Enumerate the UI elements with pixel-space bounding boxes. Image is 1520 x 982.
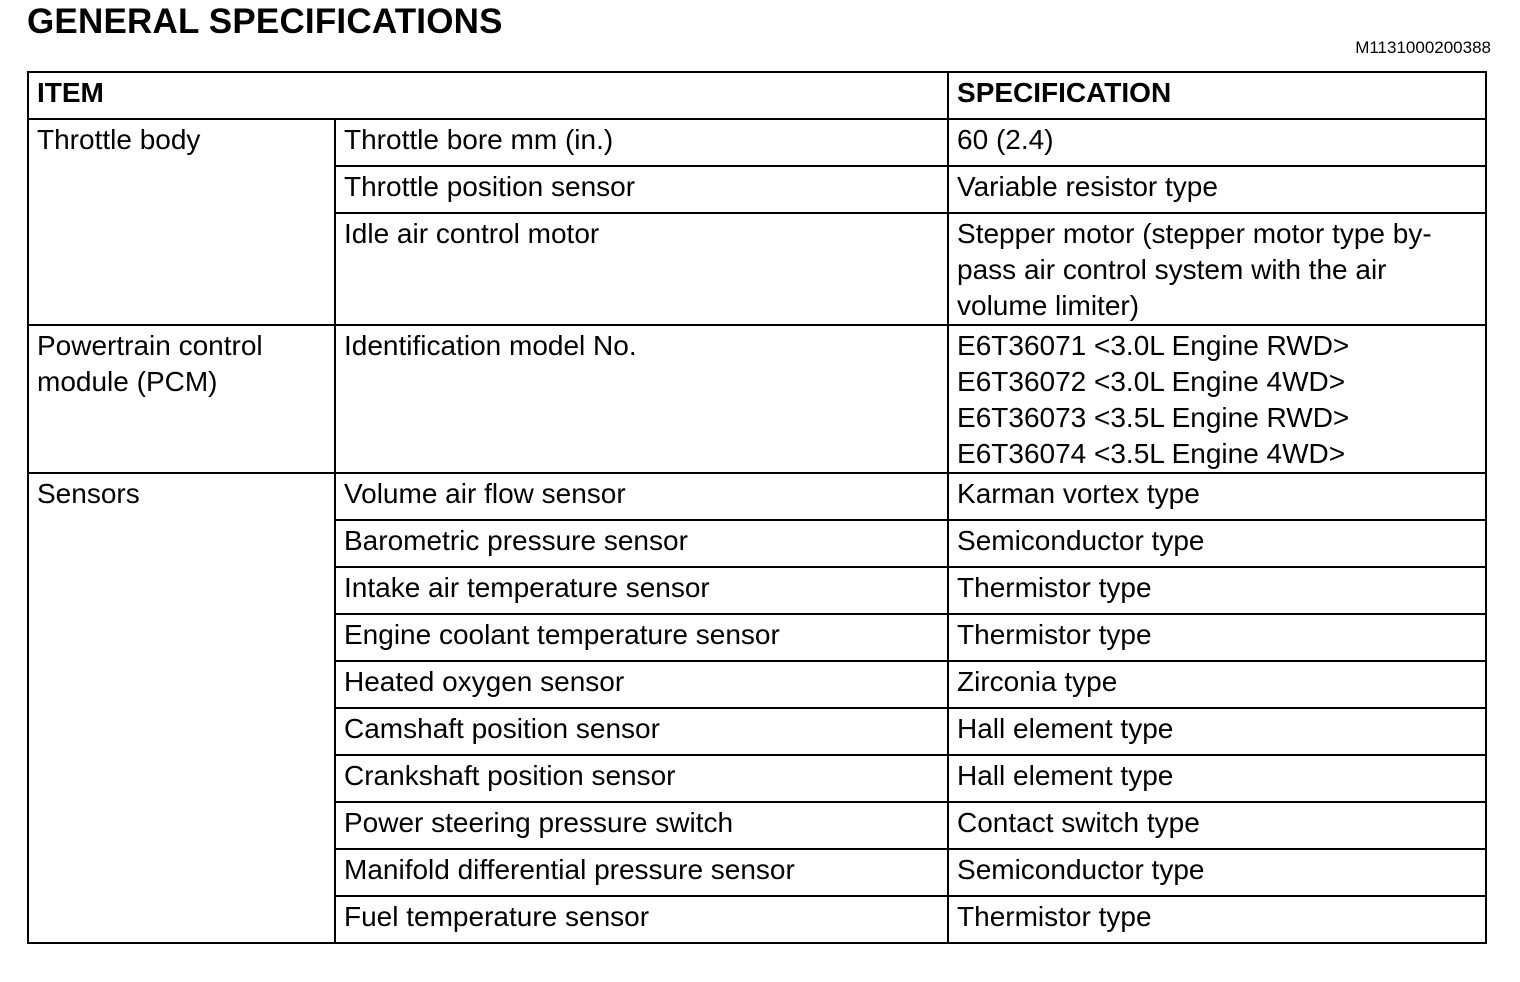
spec-cell — [948, 325, 1486, 473]
spec-line: E6T36073 <3.5L Engine RWD> — [957, 402, 1350, 433]
spec-line: E6T36072 <3.0L Engine 4WD> — [957, 366, 1346, 397]
spec-line: E6T36071 <3.0L Engine RWD> — [957, 330, 1350, 361]
group-item-pcm — [28, 325, 335, 473]
table-row — [28, 325, 1486, 473]
subitem-cell: Power steering pressure switch — [335, 802, 948, 849]
spec-line: volume limiter) — [957, 290, 1140, 321]
item-line: Powertrain control — [37, 330, 263, 361]
subitem-cell: Engine coolant temperature sensor — [335, 614, 948, 661]
spec-cell: Contact switch type — [948, 802, 1486, 849]
group-item-sensors: Sensors — [28, 473, 335, 943]
spec-cell: Semiconductor type — [948, 520, 1486, 567]
spec-cell: 60 (2.4) — [948, 119, 1486, 166]
spec-cell: Variable resistor type — [948, 166, 1486, 213]
spec-cell: Semiconductor type — [948, 849, 1486, 896]
page-title: GENERAL SPECIFICATIONS — [27, 2, 503, 41]
document-code: M1131000200388 — [1355, 38, 1491, 57]
subitem-cell: Intake air temperature sensor — [335, 567, 948, 614]
spec-line: E6T36074 <3.5L Engine 4WD> — [957, 438, 1346, 469]
subitem-cell: Throttle position sensor — [335, 166, 948, 213]
table-row — [28, 119, 1486, 166]
spec-cell: Thermistor type — [948, 896, 1486, 943]
subitem-cell: Camshaft position sensor — [335, 708, 948, 755]
spec-cell: Hall element type — [948, 755, 1486, 802]
subitem-cell: Idle air control motor — [335, 213, 948, 325]
subitem-cell: Volume air flow sensor — [335, 473, 948, 520]
subitem-cell: Manifold differential pressure sensor — [335, 849, 948, 896]
spec-cell: Zirconia type — [948, 661, 1486, 708]
header-row — [28, 72, 1486, 119]
header-item: ITEM — [28, 72, 948, 119]
header-specification: SPECIFICATION — [948, 72, 1486, 119]
subitem-cell: Fuel temperature sensor — [335, 896, 948, 943]
subitem-cell: Heated oxygen sensor — [335, 661, 948, 708]
subitem-cell: Identification model No. — [335, 325, 948, 473]
spec-cell — [948, 213, 1486, 325]
group-item-throttle-body: Throttle body — [28, 119, 335, 325]
spec-cell: Thermistor type — [948, 567, 1486, 614]
spec-cell: Hall element type — [948, 708, 1486, 755]
subitem-cell: Barometric pressure sensor — [335, 520, 948, 567]
item-line: module (PCM) — [37, 366, 218, 397]
spec-line: Stepper motor (stepper motor type by- — [957, 218, 1432, 249]
spec-cell: Thermistor type — [948, 614, 1486, 661]
table-row — [28, 473, 1486, 520]
subitem-cell: Crankshaft position sensor — [335, 755, 948, 802]
spec-cell: Karman vortex type — [948, 473, 1486, 520]
spec-table — [27, 71, 1487, 944]
spec-line: pass air control system with the air — [957, 254, 1387, 285]
subitem-cell: Throttle bore mm (in.) — [335, 119, 948, 166]
